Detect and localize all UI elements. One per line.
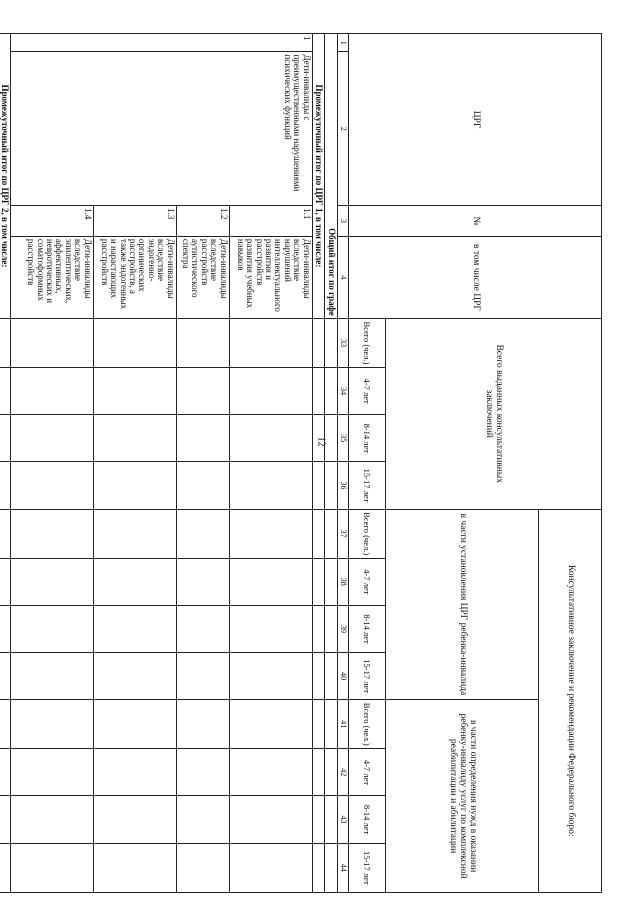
- sub-number: 1.3: [93, 206, 176, 237]
- col-number: 41: [337, 700, 348, 749]
- subhdr-age-15-17: 15-17 лет: [349, 462, 386, 509]
- sub-name: Дети-инвалиды вследствие эндогенно-органических расстройств, а также эндогенных и нарастающих расстройств: [93, 236, 176, 318]
- subhdr-age-4-7: 4-7 лет: [349, 368, 386, 415]
- col-number: 39: [337, 605, 348, 652]
- col-number: 44: [337, 843, 348, 892]
- sub-number: 1.4: [10, 206, 93, 237]
- subhdr-age-15-17: 15-17 лет: [349, 653, 386, 700]
- sub-name: Дети-инвалиды вследствие эпилептических, аффективных, невротических и соматоформных расстройств: [10, 236, 93, 318]
- column-number-row: [337, 34, 348, 893]
- sub-name: Дети-инвалиды вследствие расстройств аутистического спектра: [176, 236, 229, 318]
- interim2-label: Промежуточный итог по ЦРГ 2, в том числе:: [0, 34, 10, 319]
- col-number: 3: [337, 206, 348, 237]
- crg1-number: 1: [10, 34, 312, 52]
- col-number: 35: [337, 415, 348, 462]
- subhdr-age-8-14: 8-14 лет: [349, 796, 386, 843]
- col-number: 34: [337, 368, 348, 415]
- col-number: 2: [337, 52, 348, 206]
- crg1-name: Дети-инвалиды с преимущественными нарушениями психических функций: [10, 52, 312, 206]
- subhdr-total-37: Всего (чел.): [349, 509, 386, 558]
- col-number: 1: [337, 34, 348, 52]
- col-number: 33: [337, 318, 348, 367]
- subhdr-age-8-14: 8-14 лет: [349, 605, 386, 652]
- rotated-form-table: [0, 33, 602, 893]
- sub-number: 1.1: [229, 206, 312, 237]
- header-federal-bureau: Консультативное заключение и рекомендации Федерального бюро:: [539, 509, 602, 892]
- subhdr-age-4-7: 4-7 лет: [349, 558, 386, 605]
- subhdr-age-4-7: 4-7 лет: [349, 749, 386, 796]
- page-number: 12: [315, 436, 327, 447]
- sub-number: 1.2: [176, 206, 229, 237]
- col-number: 43: [337, 796, 348, 843]
- header-in-part-needs: в части определения нужд в оказании ребенку-инвалиду услуг по комплексной реабилитации и абилитации: [386, 700, 539, 893]
- subhdr-age-15-17: 15-17 лет: [349, 843, 386, 892]
- header-in-crg: в том числе ЦРГ: [349, 236, 602, 318]
- col-number: 42: [337, 749, 348, 796]
- header-issued-total: Всего выданных консультативных заключений: [386, 318, 602, 509]
- header-in-part-crg: в части установления ЦРГ ребенка-инвалида: [386, 509, 539, 700]
- col-number: 4: [337, 236, 348, 318]
- subhdr-total-33: Всего (чел.): [349, 318, 386, 367]
- table-row: [229, 34, 312, 893]
- subhdr-total-41: Всего (чел.): [349, 700, 386, 749]
- sub-name: Дети-инвалиды вследствие нарушений интеллектуального развития и расстройств развития учебных навыков: [229, 236, 312, 318]
- grand-total-label: Общий итог по графе: [325, 34, 337, 319]
- interim-row-crg1: [312, 34, 324, 893]
- grand-total-row: [325, 34, 337, 893]
- interim-row-crg2: [0, 34, 10, 893]
- subhdr-age-8-14: 8-14 лет: [349, 415, 386, 462]
- col-number: 38: [337, 558, 348, 605]
- header-number: №: [349, 206, 602, 237]
- col-number: 36: [337, 462, 348, 509]
- col-number: 37: [337, 509, 348, 558]
- interim1-label: Промежуточный итог по ЦРГ 1, в том числе:: [312, 34, 324, 319]
- col-number: 40: [337, 653, 348, 700]
- header-crg: ЦРГ: [349, 34, 602, 206]
- statistics-table: [0, 33, 602, 893]
